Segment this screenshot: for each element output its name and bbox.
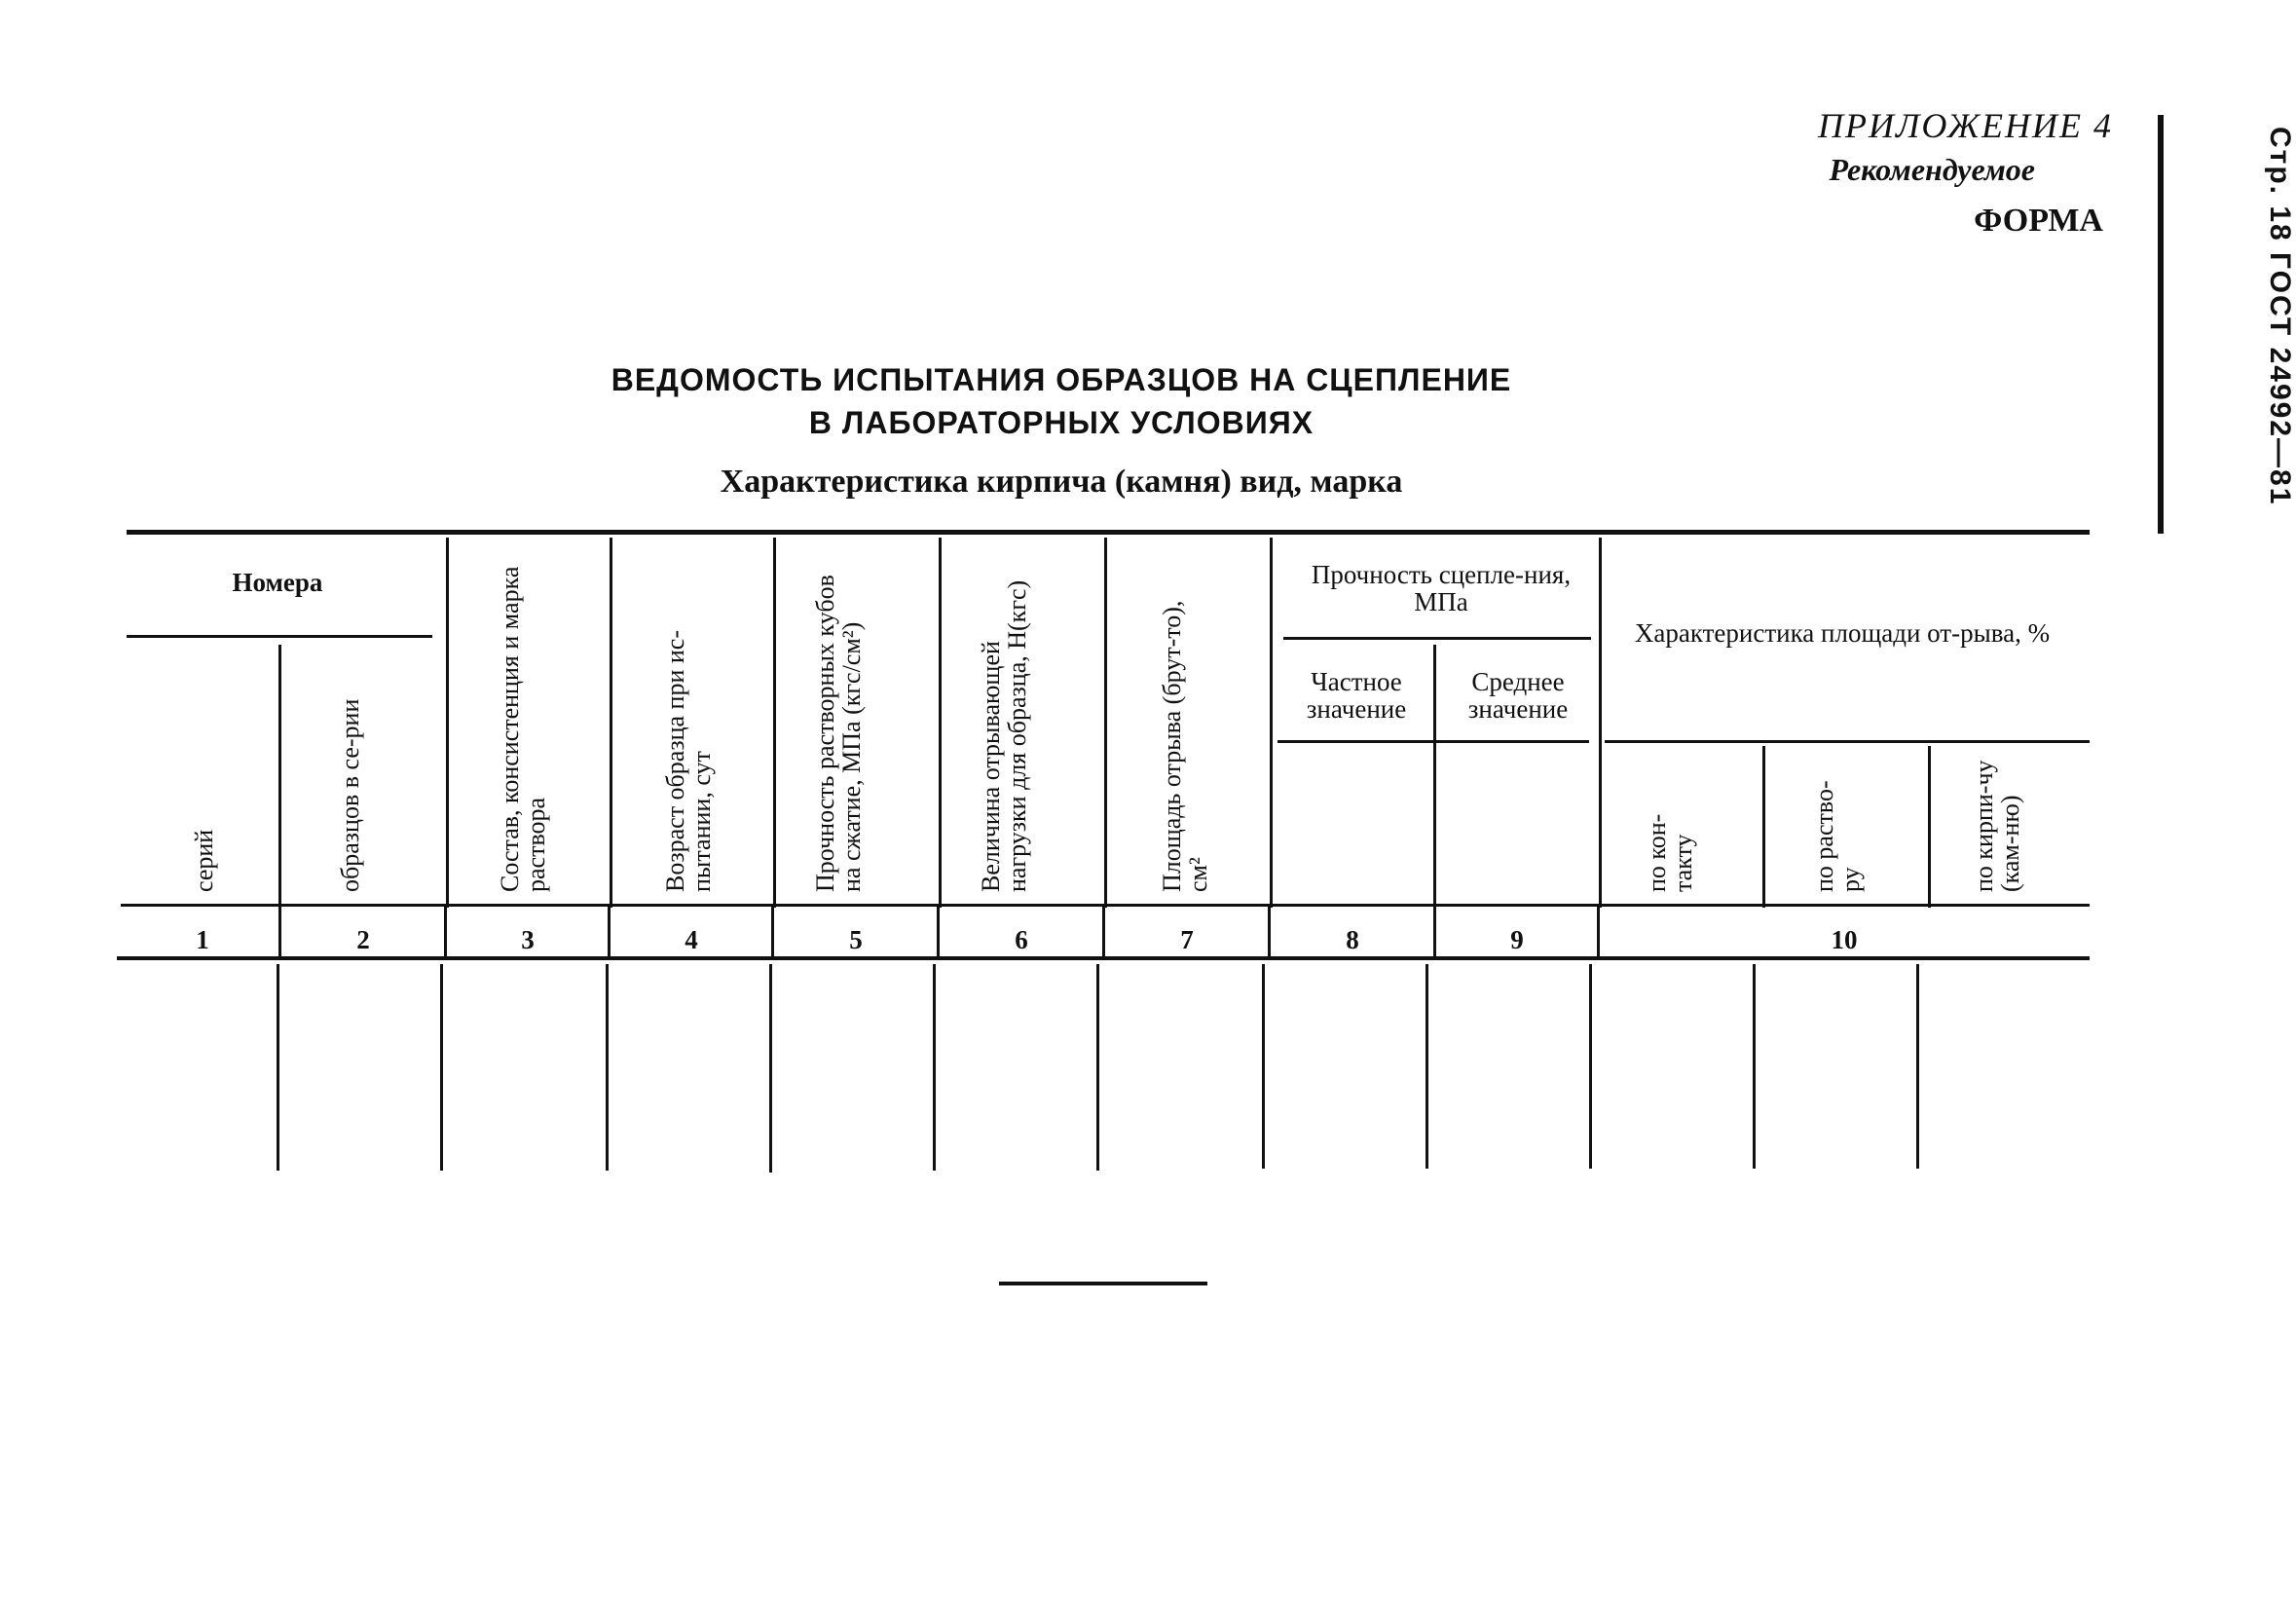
body-divider-10a — [1753, 964, 1756, 1169]
side-divider — [2158, 115, 2164, 534]
header-divider-8-9 — [1433, 645, 1436, 908]
strength-group-underline — [1283, 637, 1591, 640]
header-divider-2-3 — [446, 538, 449, 908]
header-col7-label: Площадь отрыва (брут-то), см² — [1158, 600, 1212, 892]
header-col2-samples — [337, 658, 363, 892]
header-divider-1-2 — [278, 645, 281, 908]
header-col6-label: Величина отрывающей нагрузки для образца, Н(кгс) — [977, 579, 1031, 892]
header-col2-label: образцов в се-рии — [336, 698, 364, 892]
header-col6-load — [978, 541, 1030, 892]
table-top-border — [127, 530, 2090, 535]
body-divider-7 — [1262, 964, 1265, 1169]
num-divider-1 — [278, 906, 281, 958]
body-divider-1 — [277, 964, 279, 1171]
header-col4-age — [662, 541, 715, 892]
document-subtitle: Характеристика кирпича (камня) вид, марка — [720, 464, 1403, 500]
col-number-4: 4 — [685, 925, 698, 954]
col-number-8: 8 — [1346, 925, 1359, 954]
numbers-group-underline — [127, 635, 432, 638]
header-col3-label: Состав, консистенция и марка раствора — [496, 566, 550, 892]
header-col10c-brick — [1971, 746, 2023, 892]
area-group-underline — [1605, 740, 2090, 743]
header-strength-group: Прочность сцепле-ния, МПа — [1311, 560, 1572, 616]
closing-rule — [999, 1282, 1207, 1285]
col-number-3: 3 — [521, 925, 535, 954]
col-number-7: 7 — [1180, 925, 1194, 954]
header-col3-composition — [497, 541, 549, 892]
col-number-6: 6 — [1015, 925, 1028, 954]
appendix-title: ПРИЛОЖЕНИЕ 4 — [1818, 106, 2113, 145]
body-divider-9 — [1589, 964, 1592, 1169]
header-divider-5-6 — [939, 538, 942, 908]
header-col1-series: серий — [190, 829, 218, 892]
header-col7-area — [1159, 541, 1211, 892]
header-col10a-contact — [1644, 746, 1696, 892]
appendix-recommended: Рекомендуемое — [1829, 152, 2035, 187]
form-label: ФОРМА — [1974, 203, 2103, 239]
header-numbers-group: Номера — [232, 568, 323, 597]
page-standard-label: Стр. 18 ГОСТ 24992—81 — [2264, 127, 2296, 506]
col-number-2: 2 — [356, 925, 370, 954]
body-divider-8 — [1426, 964, 1428, 1169]
num-divider-3 — [608, 906, 611, 958]
header-col10c-label: по кирпи-чу (кам-ню) — [1970, 760, 2024, 892]
header-col10b-label: по раство-ру — [1810, 780, 1865, 892]
header-divider-9-10 — [1599, 538, 1602, 908]
num-divider-8 — [1433, 906, 1436, 958]
header-col5-strength — [812, 541, 865, 892]
col-number-10: 10 — [1831, 925, 1858, 954]
header-col5-label: Прочность растворных кубов на сжатие, МПа (кгс/см²) — [811, 575, 866, 892]
header-divider-4-5 — [773, 538, 776, 908]
body-divider-5 — [933, 964, 936, 1171]
document-title-line2: В ЛАБОРАТОРНЫХ УСЛОВИЯХ — [808, 405, 1315, 440]
num-divider-9 — [1597, 906, 1600, 958]
num-divider-7 — [1268, 906, 1271, 958]
num-divider-6 — [1102, 906, 1105, 958]
num-divider-5 — [937, 906, 940, 958]
col-number-5: 5 — [849, 925, 863, 954]
body-divider-4 — [769, 964, 772, 1173]
body-divider-3 — [606, 964, 609, 1171]
header-divider-7-8 — [1270, 538, 1273, 908]
header-col9-average: Среднее значение — [1467, 667, 1569, 724]
header-col10b-mortar — [1811, 746, 1864, 892]
body-divider-10b — [1916, 964, 1919, 1169]
header-divider-10b-10c — [1928, 746, 1931, 908]
header-divider-3-4 — [610, 538, 612, 908]
header-col8-partial: Частное значение — [1306, 667, 1407, 724]
num-divider-2 — [444, 906, 447, 958]
document-title — [545, 358, 1577, 444]
header-divider-10a-10b — [1762, 746, 1765, 908]
body-divider-6 — [1096, 964, 1099, 1171]
col-number-1: 1 — [196, 925, 209, 954]
header-col4-label: Возраст образца при ис-пытании, сут — [661, 630, 716, 892]
col-number-9: 9 — [1510, 925, 1524, 954]
header-col10a-label: по кон-такту — [1643, 813, 1697, 892]
document-title-line1: ВЕДОМОСТЬ ИСПЫТАНИЯ ОБРАЗЦОВ НА СЦЕПЛЕНИЕ — [611, 362, 1512, 397]
header-divider-6-7 — [1104, 538, 1107, 908]
body-divider-2 — [440, 964, 443, 1171]
num-divider-4 — [771, 906, 774, 958]
header-area-group: Характеристика площади от-рыва, % — [1634, 618, 2051, 648]
